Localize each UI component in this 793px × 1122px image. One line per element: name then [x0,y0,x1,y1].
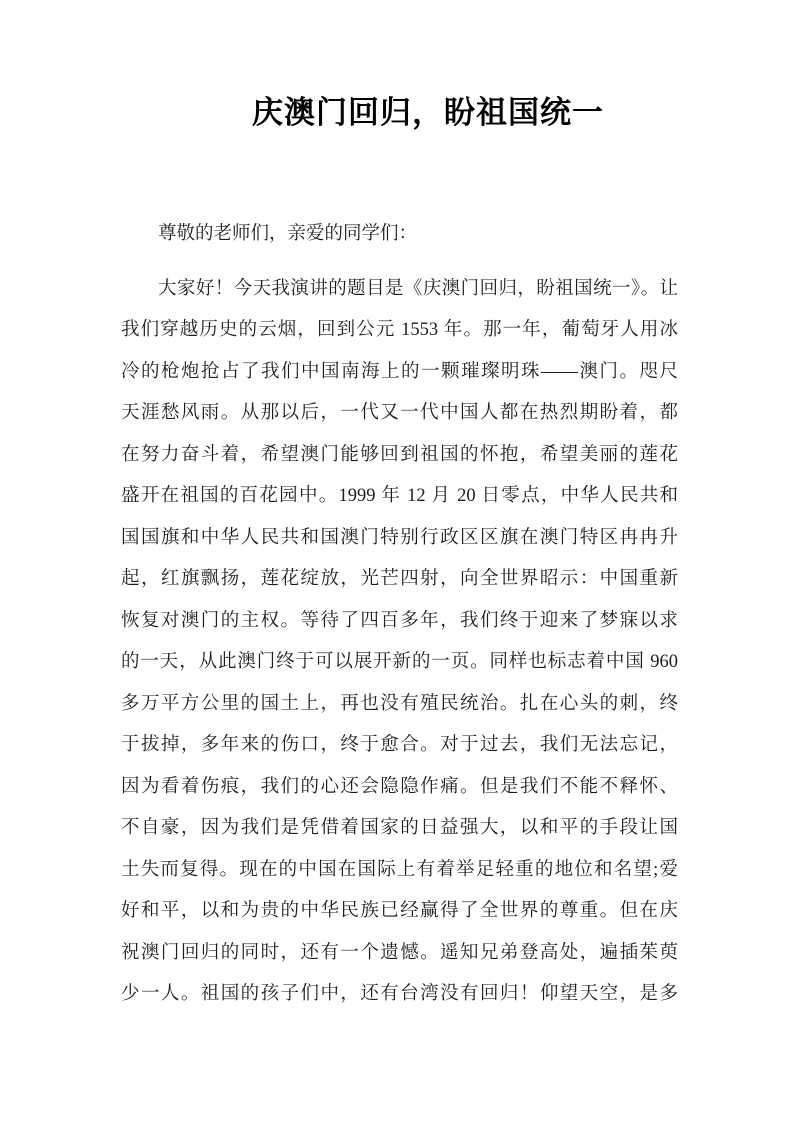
body-text-line: 好和平，以和为贵的中华民族已经赢得了全世界的尊重。但在庆 [121,901,678,921]
body-text-line: 大家好！今天我演讲的题目是《庆澳门回归，盼祖国统一》。让 [158,278,678,299]
body-text-line: 国国旗和中华人民共和国澳门特别行政区区旗在澳门特区冉冉升 [121,527,678,548]
body-text-line: 的一天，从此澳门终于可以展开新的一页。同样也标志着中国 960 [121,652,678,672]
body-text-line: 多万平方公里的国土上，再也没有殖民统治。扎在心头的刺，终 [121,693,678,714]
body-text-line: 起，红旗飘扬，莲花绽放，光芒四射，向全世界昭示：中国重新 [121,569,678,589]
body-text-line: 我们穿越历史的云烟，回到公元 1553 年。那一年，葡萄牙人用冰 [121,320,678,340]
body-text-line: 少一人。祖国的孩子们中，还有台湾没有回归！仰望天空，是多 [121,984,678,1004]
body-text-line: 土失而复得。现在的中国在国际上有着举足轻重的地位和名望;爱 [121,859,678,880]
body-text-line: 天涯愁风雨。从那以后，一代又一代中国人都在热烈期盼着，都 [121,403,678,423]
document-title: 庆澳门回归，盼祖国统一 [252,95,604,130]
body-text-line: 恢复对澳门的主权。等待了四百多年，我们终于迎来了梦寐以求 [121,610,678,631]
body-text-line: 在努力奋斗着，希望澳门能够回到祖国的怀抱，希望美丽的莲花 [121,444,678,465]
body-text-line: 祝澳门回归的同时，还有一个遗憾。遥知兄弟登高处，遍插茱萸 [121,942,678,963]
speech-paragraph [121,269,678,1016]
body-text-line: 盛开在祖国的百花园中。1999 年 12 月 20 日零点，中华人民共和 [121,486,678,506]
text-column [121,0,678,1016]
body-text-line: 冷的枪炮抢占了我们中国南海上的一颗璀璨明珠——澳门。咫尺 [121,361,678,382]
salutation-line: 尊敬的老师们，亲爱的同学们： [158,224,418,244]
body-text-line: 于拔掉，多年来的伤口，终于愈合。对于过去，我们无法忘记， [121,735,678,755]
body-text-line: 不自豪，因为我们是凭借着国家的日益强大，以和平的手段让国 [121,818,678,838]
body-text-line: 因为看着伤痕，我们的心还会隐隐作痛。但是我们不能不释怀、 [121,776,678,797]
